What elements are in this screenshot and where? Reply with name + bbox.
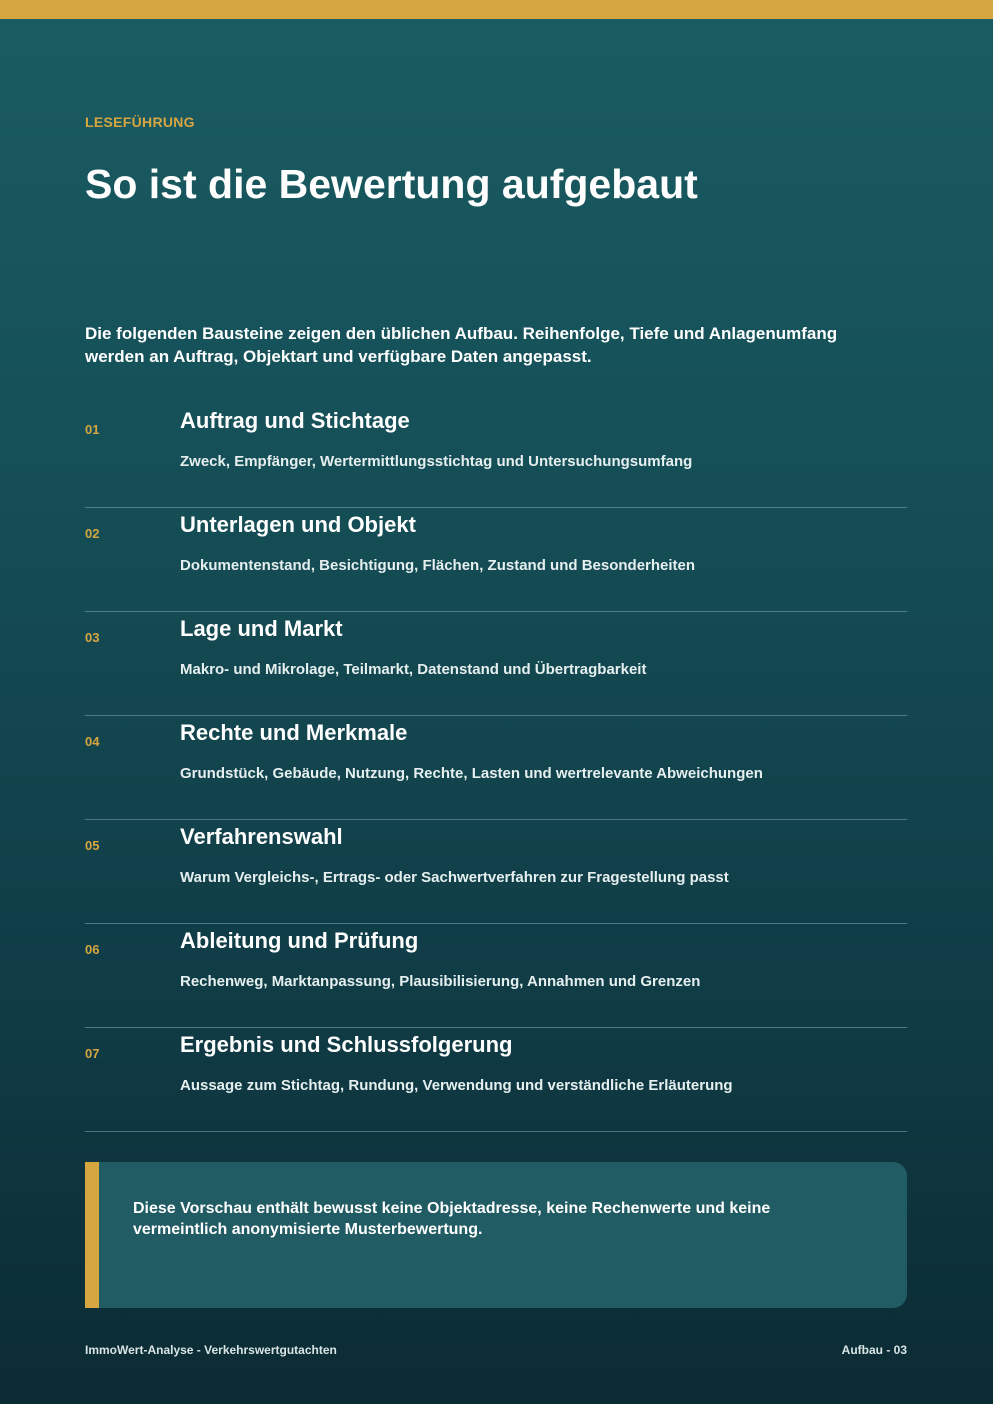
page-title: So ist die Bewertung aufgebaut: [85, 161, 698, 207]
step-item: [85, 404, 907, 508]
step-title: Lage und Markt: [180, 616, 343, 641]
step-list: [85, 404, 907, 1132]
step-item: [85, 820, 907, 924]
step-description: Rechenweg, Marktanpassung, Plausibilisierung, Annahmen und Grenzen: [180, 973, 701, 990]
section-eyebrow: LESEFÜHRUNG: [85, 114, 195, 130]
step-number: 03: [85, 630, 100, 645]
divider: [85, 1131, 907, 1132]
step-title: Ableitung und Prüfung: [180, 928, 419, 953]
step-number: 04: [85, 734, 100, 749]
step-number: 05: [85, 838, 100, 853]
footer-document-title: ImmoWert-Analyse - Verkehrswertgutachten: [85, 1343, 337, 1357]
step-title: Rechte und Merkmale: [180, 720, 408, 745]
step-item: [85, 612, 907, 716]
step-title: Auftrag und Stichtage: [180, 408, 410, 433]
intro-paragraph: Die folgenden Bausteine zeigen den üblichen Aufbau. Reihenfolge, Tiefe und Anlagenumfang werden an Auftrag, Objektart und verfügbare Daten angepasst.: [85, 324, 838, 366]
step-item: [85, 924, 907, 1028]
step-title: Unterlagen und Objekt: [180, 512, 416, 537]
step-item: [85, 716, 907, 820]
step-item: [85, 508, 907, 612]
step-number: 01: [85, 422, 100, 437]
step-item: [85, 1028, 907, 1132]
step-description: Warum Vergleichs-, Ertrags- oder Sachwertverfahren zur Fragestellung passt: [180, 869, 729, 886]
step-description: Dokumentenstand, Besichtigung, Flächen, Zustand und Besonderheiten: [180, 557, 696, 574]
step-number: 07: [85, 1046, 100, 1061]
footer-page-label: Aufbau - 03: [841, 1343, 907, 1357]
note-accent-bar: [85, 1162, 99, 1308]
step-title: Ergebnis und Schlussfolgerung: [180, 1032, 513, 1057]
step-description: Zweck, Empfänger, Wertermittlungsstichtag und Untersuchungsumfang: [180, 453, 693, 470]
note-text: Diese Vorschau enthält bewusst keine Objektadresse, keine Rechenwerte und keine vermeintlich anonymisierte Musterbewertung.: [133, 1200, 771, 1238]
step-number: 06: [85, 942, 100, 957]
step-number: 02: [85, 526, 100, 541]
step-description: Makro- und Mikrolage, Teilmarkt, Datenstand und Übertragbarkeit: [180, 661, 647, 678]
step-title: Verfahrenswahl: [180, 824, 343, 849]
step-description: Grundstück, Gebäude, Nutzung, Rechte, Lasten und wertrelevante Abweichungen: [180, 765, 763, 782]
top-accent-bar: [0, 0, 993, 19]
note-box: [85, 1162, 907, 1308]
step-description: Aussage zum Stichtag, Rundung, Verwendung und verständliche Erläuterung: [180, 1077, 733, 1094]
